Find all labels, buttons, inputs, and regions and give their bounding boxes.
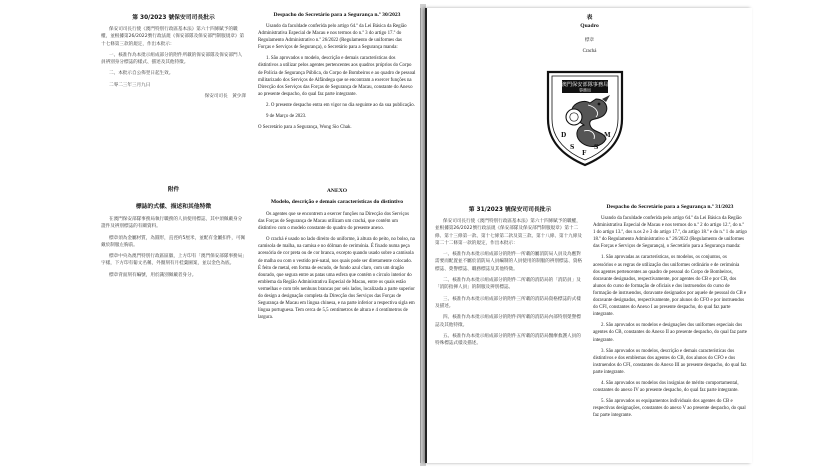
zh-signature: 保安司司長 黃少澤 [204,94,246,100]
zh-annex-para: 標章須為金屬材質，為圓形，直徑約5厘米，並配有金屬扣件，可佩戴於制服左胸前。 [101,235,246,248]
zh-annex-30 [101,184,246,283]
zh-despacho-30 [101,12,246,104]
zh-annex-para: 標章中央為澳門特別行政區區徽，上方印有「澳門保安部隊事務局」字樣，下方印有葡文名稱，外圈刻有月桂葉圖案，並以金色為底。 [101,254,245,267]
emblem-letter: S [594,144,599,151]
pt-annex-para: O crachá é usado no lado direito do uniforme, à altura do peito, no bolso, na camisola de malha, na camisa e no dólman de cerimónia. É fixado numa peça acessória de cor preta ou de cor branca, excepto quando usado sobre a camisola de malha ou com o vestido pré-natal, nos quais pode ser diretamente colocado. É feito de metal, em forma de escudo, de fundo azul claro, com um dragão dourado, que segura entre as patas uma esfera que contém o círculo interior do emblema da Região Administrativa Especial de Macau, entre os quais estão vermelhas e com três nenhuns brancas por seis lados, localizada a parte superior do design a designação completa da Direcção dos Serviços das Forças de Segurança de Macau em língua chinesa, e na parte inferior a respectiva sigla em língua portuguesa. Tem cerca de 5,5 centímetros de altura e 4 centímetros de largura. [258,237,415,321]
pt-despacho-31 [593,204,747,423]
table-title-pt: Quadro [580,23,599,29]
pt-para: 1. São aprovadas as características, os modelos, os conjuntos, os acessórios e as regras de utilização dos uniformes ordinário e de cerimónia dos agentes pertencentes ao quadro de pessoal do Corpo de Bombeiros, doravante designados, respectivamente, por agentes do CB e por CB, dos alunos do curso de formação de oficiais e dos instruendos do curso de formação de instruendos, doravante designados por aquele de pessoal do CB e doravante designados, respectivamente, por alunos do CFO e por instruendos do CFI, constantes do Anexo I ao presente despacho, do qual faz parte integrante. [593,255,747,318]
zh-para: 四、核准作為本批示組成部分的附件四所載的消防局內部特別榮譽標誌及其他特徵。 [435,315,581,328]
pt-annex-title: ANEXO [326,188,348,194]
emblem-label-pt: Crachá [582,49,597,55]
pt-para: 1. São aprovados o modelo, descrição e demais características dos distintivos a utilizar pelos agentes pertencentes aos quadros próprios do Corpo de Polícia de Segurança Pública, do Corpo de Bombeiros e ao quadro de pessoal militarizado dos Serviços de Alfândega que se encontram a exercer funções na Direcção dos Serviços das Forças de Segurança de Macau, constante do Anexo ao presente despacho, do qual faz parte integrante. [258,56,416,97]
pt-annex-30 [258,188,416,325]
left-page [95,8,421,463]
zh-despacho-30-title: 第 30/2023 號保安司司長批示 [132,15,215,21]
pt-annex-para: Os agentes que se encontrem a exercer funções na Direcção dos Serviços das Forças de Segurança de Macau utilizam um crachá, que contém um distintivo com o modelo constante do quadro do presente anexo. [258,212,409,232]
emblem-label-zh: 標章 [584,38,595,43]
zh-para: 二、本批示自公佈翌日起生效。 [109,71,174,77]
pt-annex-subtitle: Modelo, descrição e demais características do distintivo [270,199,404,205]
right-page [425,8,752,463]
dsfsm-badge-emblem [544,69,626,167]
zh-annex-para: 標章背面刻有編號，用於識別佩戴者身分。 [109,272,197,278]
zh-annex-title: 附件 [167,187,180,193]
emblem-top-text: 澳門保安部隊事務局 [561,82,609,88]
pt-para: 5. São aprovados os equipamentos individuais dos agentes do CB e respectivas designações, constantes do anexo V ao presente despacho, do qual faz parte integrante. [593,399,746,419]
emblem-table [427,12,752,55]
zh-para: 三、核准作為本批示組成部分的附件三所載的消防局資格標誌的式樣及描述。 [435,296,581,309]
pt-despacho-30-title: Despacho do Secretário para a Segurança n.º 30/2023 [273,12,401,18]
zh-annex-para: 在澳門保安部隊事務局執行職務的人員使用標誌，其中須佩戴身分證件及辨別標誌的有關資料。 [101,217,243,230]
pt-despacho-31-title: Despacho do Secretário para a Segurança n.º 31/2023 [606,204,734,210]
emblem-letter: S [570,144,575,151]
zh-para: 保安司司長行使《澳門特別行政區基本法》第六十四條賦予的職權，並根據第26/2022號行政法規《保安部隊及保安部門制服規章》第十二條、第十三條第一款、第十七條第二款及第三款、第十八條、第十九條及第二十二條第一款的規定，作出本批示： [435,219,583,246]
table-title-zh: 表 [586,15,593,21]
zh-despacho-31 [435,204,585,351]
pt-para: 4. São aprovados os modelos dos insígnias de mérito comportamental, constantes do anexo IV ao presente despacho, do qual faz parte integrante. [593,380,739,394]
zh-para: 一、核准作為本批示組成部分的附件一所載的屬消防局人員及為應對需要而配置並不屬於消防局人員編制的人員使用的制服的辨別標誌、資格標誌、榮譽標誌、職務標誌及其他特徵。 [435,252,583,272]
zh-para: 五、核准作為本批示組成部分的附件五所載的消防局醫療救護人員的特殊標誌式樣及描述。 [435,333,581,347]
pt-date: 9 de Março de 2023. [266,114,307,120]
emblem-letter: M [604,132,611,139]
zh-despacho-31-title: 第 31/2023 號保安司司長批示 [468,207,552,213]
svg-text:事務局: 事務局 [579,87,591,93]
emblem-letter: D [561,132,567,139]
pt-para: Usando da faculdade conferida pelo artigo 64.º da Lei Básica da Região Administrativa Especial de Macau e nos termos do n.º 2 do artigo 12.º, do n.º 1 do artigo 13.º, dos n.os 2 e 3 do artigo 17.º, do artigo 18.º e do n.º 1 do artigo 18.º do Regulamento Administrativo n.º 26/2022 (Regulamento de uniformes das Forças e Serviços de Segurança), o Secretário para a Segurança manda: [593,216,747,250]
zh-para: 保安司司長行使《澳門特別行政區基本法》第六十四條賦予的職權，並根據第26/2022號行政法規《保安部隊及保安部門制服規章》第十七條第三款的規定，作出本批示： [101,27,245,47]
pt-despacho-30 [258,12,416,135]
pt-signature: O Secretário para a Segurança, Wong Sio Chak. [258,125,352,131]
zh-date: 二零二三年三月九日 [109,82,151,88]
emblem-letter: F [582,150,587,157]
pt-para: 3. São aprovados os modelos, descrição e demais características dos distintivos e dos emblemas dos agentes do CB, dos alunos do CFO e dos instruendos do CFI, constantes do Anexo III ao presente despacho, do qual faz parte integrante. [593,348,747,375]
pt-para: 2. São aprovados os modelos e designações dos uniformes especiais dos agentes do CB, constantes do Anexo II ao presente despacho, do qual faz parte integrante. [593,323,747,343]
zh-para: 一、核准作為本批示組成部分的附件所載的保安部隊及保安部門人員辨別身分標誌的樣式、描述及其他特徵。 [101,52,243,66]
zh-para: 二、核准作為本批示組成部分的附件二所載的消防局的「消防員」及「消防指揮人員」的制服及辨別標誌。 [435,278,581,291]
pt-para: Usando da faculdade conferida pelo artigo 64.º da Lei Básica da Região Administrativa Especial de Macau e nos termos do n.º 3 do artigo 17.º do Regulamento Administrativo n.º 26/2022 (Regulamento de uniformes das Forças e Serviços de Segurança), o Secretário para a Segurança manda: [258,24,407,51]
zh-annex-subtitle: 標誌的式樣、描述和其他特徵 [135,204,212,210]
pt-para: 2. O presente despacho entra em vigor no dia seguinte ao da sua publicação. [266,102,415,108]
shield-dragon-icon [544,69,626,167]
